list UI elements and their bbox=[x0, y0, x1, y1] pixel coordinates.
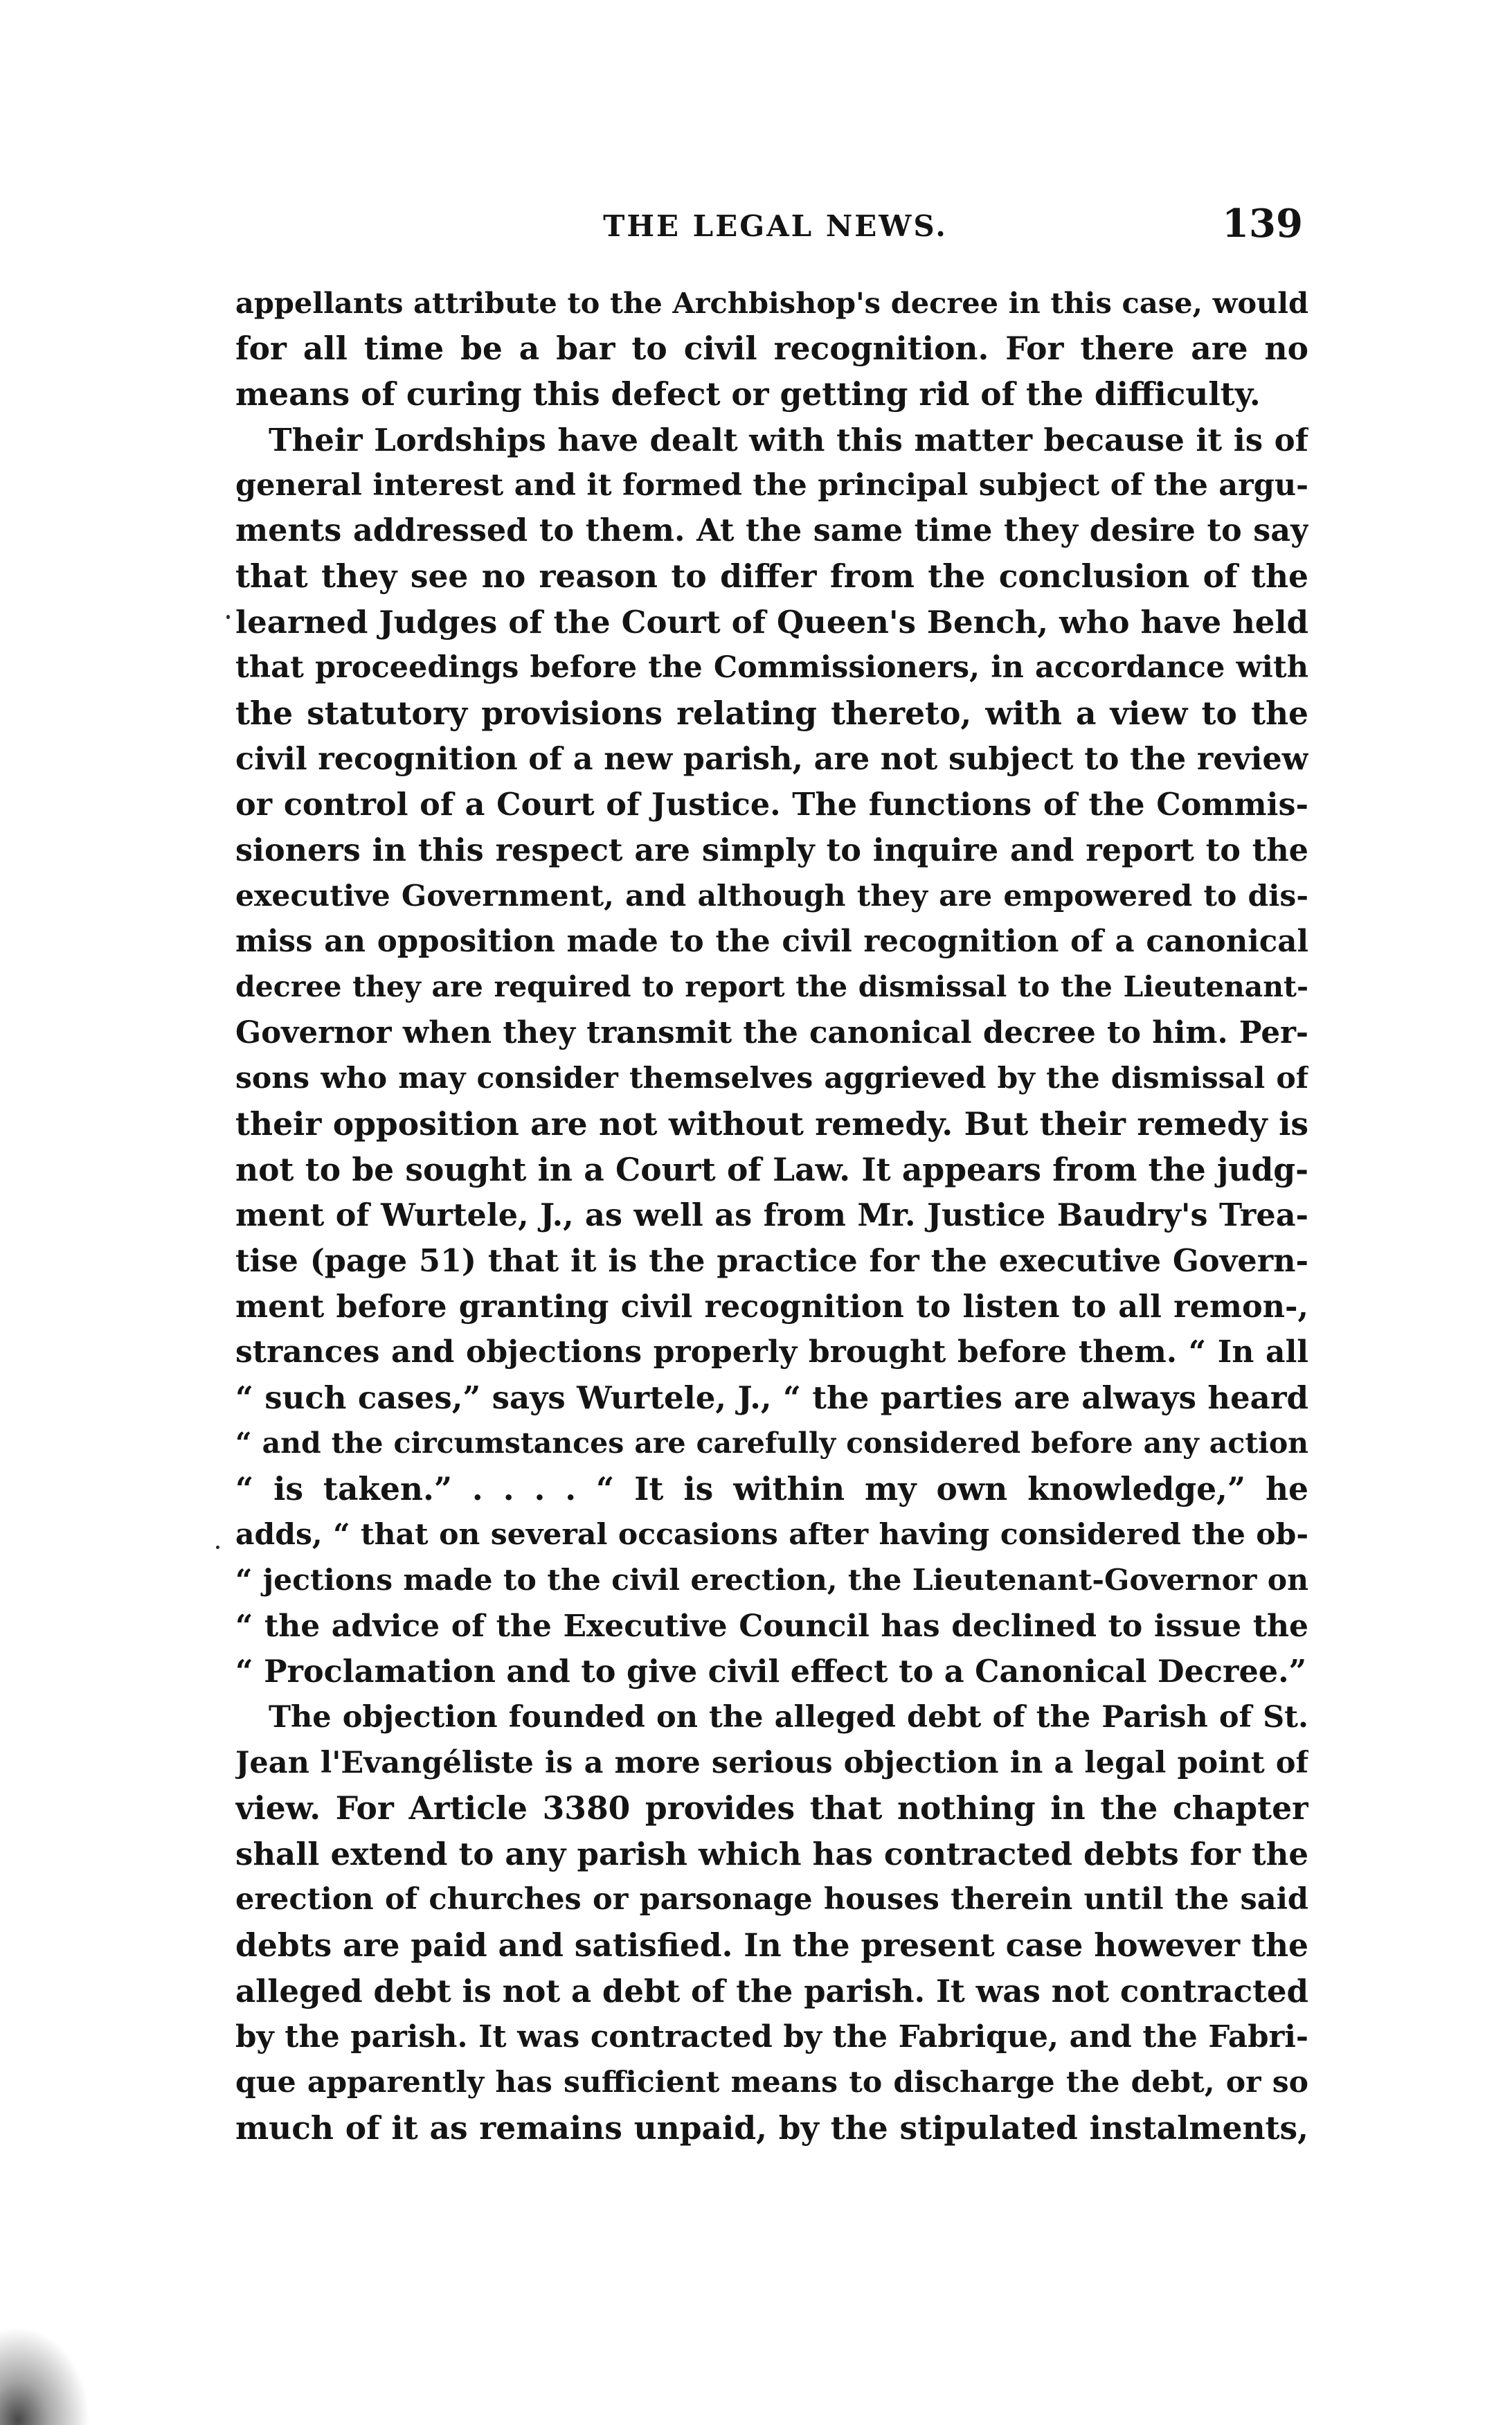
text-line: executive Government, and although they are empowered to dis- bbox=[235, 878, 1308, 913]
text-line: that proceedings before the Commissioners, in accordance with bbox=[235, 650, 1308, 686]
text-line: alleged debt is not a debt of the parish. It was not contracted bbox=[235, 1972, 1308, 2010]
text-line: the statutory provisions relating thereto, with a view to the bbox=[235, 695, 1308, 733]
text-line: learned Judges of the Court of Queen's Bench, who have held bbox=[235, 604, 1308, 641]
text-line: general interest and it formed the principal subject of the argu- bbox=[235, 467, 1308, 503]
text-line: for all time be a bar to civil recognition. For there are no bbox=[235, 329, 1308, 367]
running-title: THE LEGAL NEWS. bbox=[603, 209, 948, 243]
text-line: ment of Wurtele, J., as well as from Mr. Justice Baudry's Trea- bbox=[235, 1197, 1308, 1233]
text-line: civil recognition of a new parish, are not subject to the review bbox=[235, 740, 1308, 777]
text-line: Jean l'Evangéliste is a more serious objection in a legal point of bbox=[235, 1745, 1308, 1780]
text-line: adds, “ that on several occasions after having considered the ob- bbox=[235, 1517, 1308, 1552]
text-line: erection of churches or parsonage houses therein until the said bbox=[235, 1882, 1308, 1917]
text-line: tise (page 51) that it is the practice for the executive Govern- bbox=[235, 1242, 1308, 1279]
text-line: much of it as remains unpaid, by the stipulated instalments, bbox=[235, 2109, 1308, 2147]
body-text bbox=[235, 280, 1308, 2151]
text-line: miss an opposition made to the civil recognition of a canonical bbox=[235, 924, 1308, 960]
text-line: “ the advice of the Executive Council has declined to issue the bbox=[235, 1608, 1308, 1644]
text-line: that they see no reason to differ from the conclusion of the bbox=[235, 557, 1308, 596]
text-line: debts are paid and satisfied. In the present case however the bbox=[235, 1926, 1308, 1965]
text-line: The objection founded on the alleged debt of the Parish of St. bbox=[269, 1699, 1308, 1735]
text-line: shall extend to any parish which has contracted debts for the bbox=[235, 1836, 1308, 1873]
text-line: Their Lordships have dealt with this matter because it is of bbox=[269, 421, 1308, 458]
text-line: “ jections made to the civil erection, the Lieutenant-Governor on bbox=[235, 1562, 1308, 1598]
scan-speck bbox=[226, 615, 230, 619]
text-line: strances and objections properly brought before them. “ In all bbox=[235, 1334, 1308, 1370]
text-line: appellants attribute to the Archbishop's decree in this case, would bbox=[235, 286, 1308, 320]
text-line: ment before granting civil recognition to listen to all remon-, bbox=[235, 1288, 1308, 1325]
text-line: sons who may consider themselves aggrieved by the dismissal of bbox=[235, 1061, 1308, 1096]
text-line: “ and the circumstances are carefully considered before any action bbox=[235, 1426, 1308, 1460]
text-line: ments addressed to them. At the same time they desire to say bbox=[235, 512, 1308, 549]
text-line: “ is taken.” . . . . “ It is within my own knowledge,” he bbox=[235, 1470, 1308, 1508]
text-line: by the parish. It was contracted by the Fabrique, and the Fabri- bbox=[235, 2019, 1308, 2055]
text-line: “ Proclamation and to give civil effect to a Canonical Decree.” bbox=[235, 1653, 1307, 1690]
text-line: their opposition are not without remedy. But their remedy is bbox=[235, 1105, 1308, 1143]
text-line: decree they are required to report the dismissal to the Lieutenant- bbox=[235, 970, 1308, 1004]
scan-smudge bbox=[0, 2327, 90, 2425]
text-line: que apparently has sufficient means to discharge the debt, or so bbox=[235, 2064, 1308, 2100]
text-line: not to be sought in a Court of Law. It appears from the judg- bbox=[235, 1150, 1308, 1188]
page-number: 139 bbox=[1222, 201, 1303, 247]
text-line: sioners in this respect are simply to inquire and report to the bbox=[235, 832, 1308, 868]
text-line: Governor when they transmit the canonical decree to him. Per- bbox=[235, 1015, 1308, 1051]
scan-speck bbox=[216, 1546, 219, 1549]
page-header bbox=[235, 201, 1315, 256]
text-line: view. For Article 3380 provides that nothing in the chapter bbox=[235, 1789, 1308, 1827]
text-line: “ such cases,” says Wurtele, J., “ the parties are always heard bbox=[235, 1379, 1308, 1417]
text-line: or control of a Court of Justice. The functions of the Commis- bbox=[235, 786, 1308, 823]
text-line: means of curing this defect or getting rid of the difficulty. bbox=[235, 375, 1261, 413]
